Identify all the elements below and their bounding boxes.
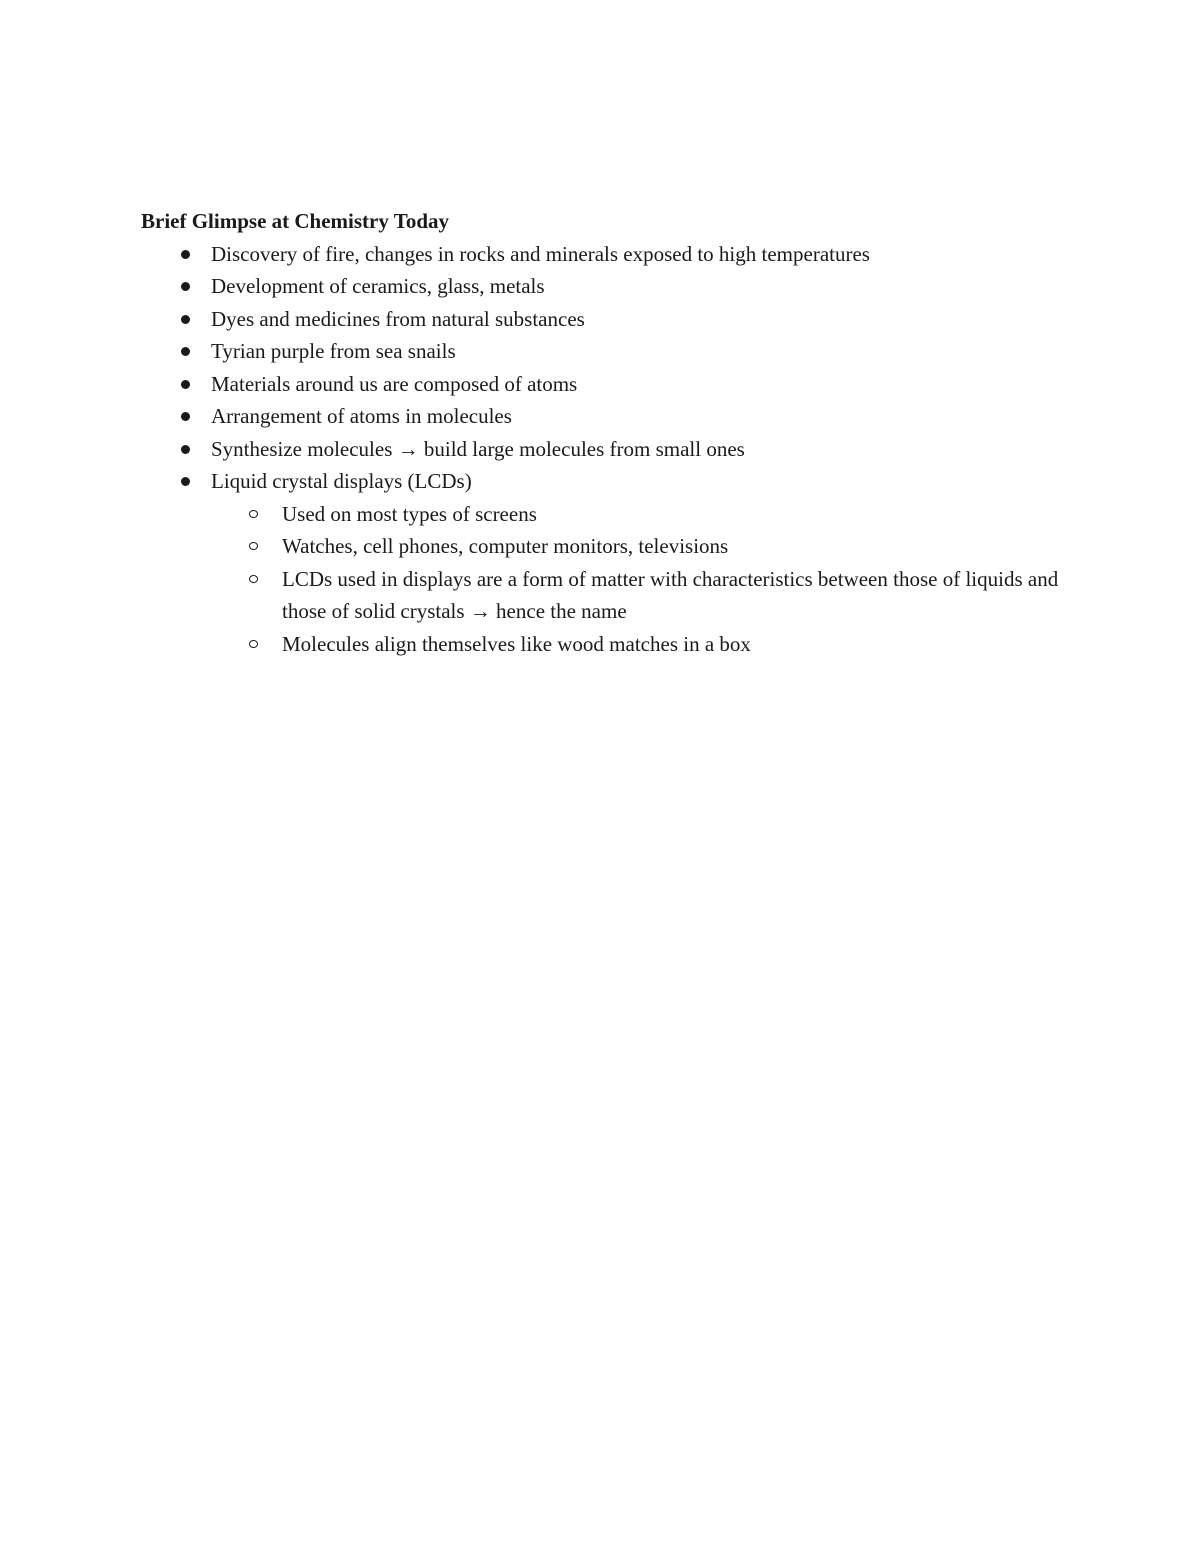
bullet-disc-icon [181,380,190,389]
bullet-disc-icon [181,445,190,454]
list-item-text: Arrangement of atoms in molecules [211,404,512,428]
list-item [141,303,1081,336]
bullet-disc-icon [181,315,190,324]
list-item [141,335,1081,368]
bullet-circle-icon [249,575,258,583]
bullet-disc-icon [181,250,190,259]
sub-list-item-text: LCDs used in displays are a form of matter with characteristics between those of liquids and those of solid crystals → hence the name [282,566,1059,623]
bullet-circle-icon [249,510,258,518]
list-item [141,238,1081,271]
list-item-text: Liquid crystal displays (LCDs) [211,469,472,493]
bullet-circle-icon [249,542,258,550]
bullet-disc-icon [181,347,190,356]
document-content [141,205,1081,660]
list-item [141,368,1081,401]
list-item-text: Discovery of fire, changes in rocks and minerals exposed to high temperatures [211,241,870,266]
bullet-disc-icon [181,282,190,291]
list-item [141,400,1081,433]
bullet-circle-icon [249,640,258,648]
bullet-disc-icon [181,477,190,486]
sub-list-item [211,628,1081,661]
list-item [141,270,1081,303]
sub-list-item-text: Molecules align themselves like wood matches in a box [282,631,751,656]
sub-list-item-text: Watches, cell phones, computer monitors, televisions [282,534,729,558]
list-item-text: Dyes and medicines from natural substances [211,306,585,331]
sub-list-item-text: Used on most types of screens [282,501,537,526]
list-item-text: Materials around us are composed of atoms [211,371,578,396]
bullet-list [141,238,1081,661]
list-item-text: Synthesize molecules → build large molecules from small ones [211,436,745,461]
list-item [141,465,1081,660]
sub-list-item [211,498,1081,531]
sub-list-item [211,563,1081,628]
list-item [141,433,1081,466]
list-item-text: Tyrian purple from sea snails [211,339,456,363]
sub-list-item [211,530,1081,563]
section-heading: Brief Glimpse at Chemistry Today [141,209,449,233]
list-item-text: Development of ceramics, glass, metals [211,274,545,298]
sub-bullet-list [211,498,1081,661]
bullet-disc-icon [181,412,190,421]
